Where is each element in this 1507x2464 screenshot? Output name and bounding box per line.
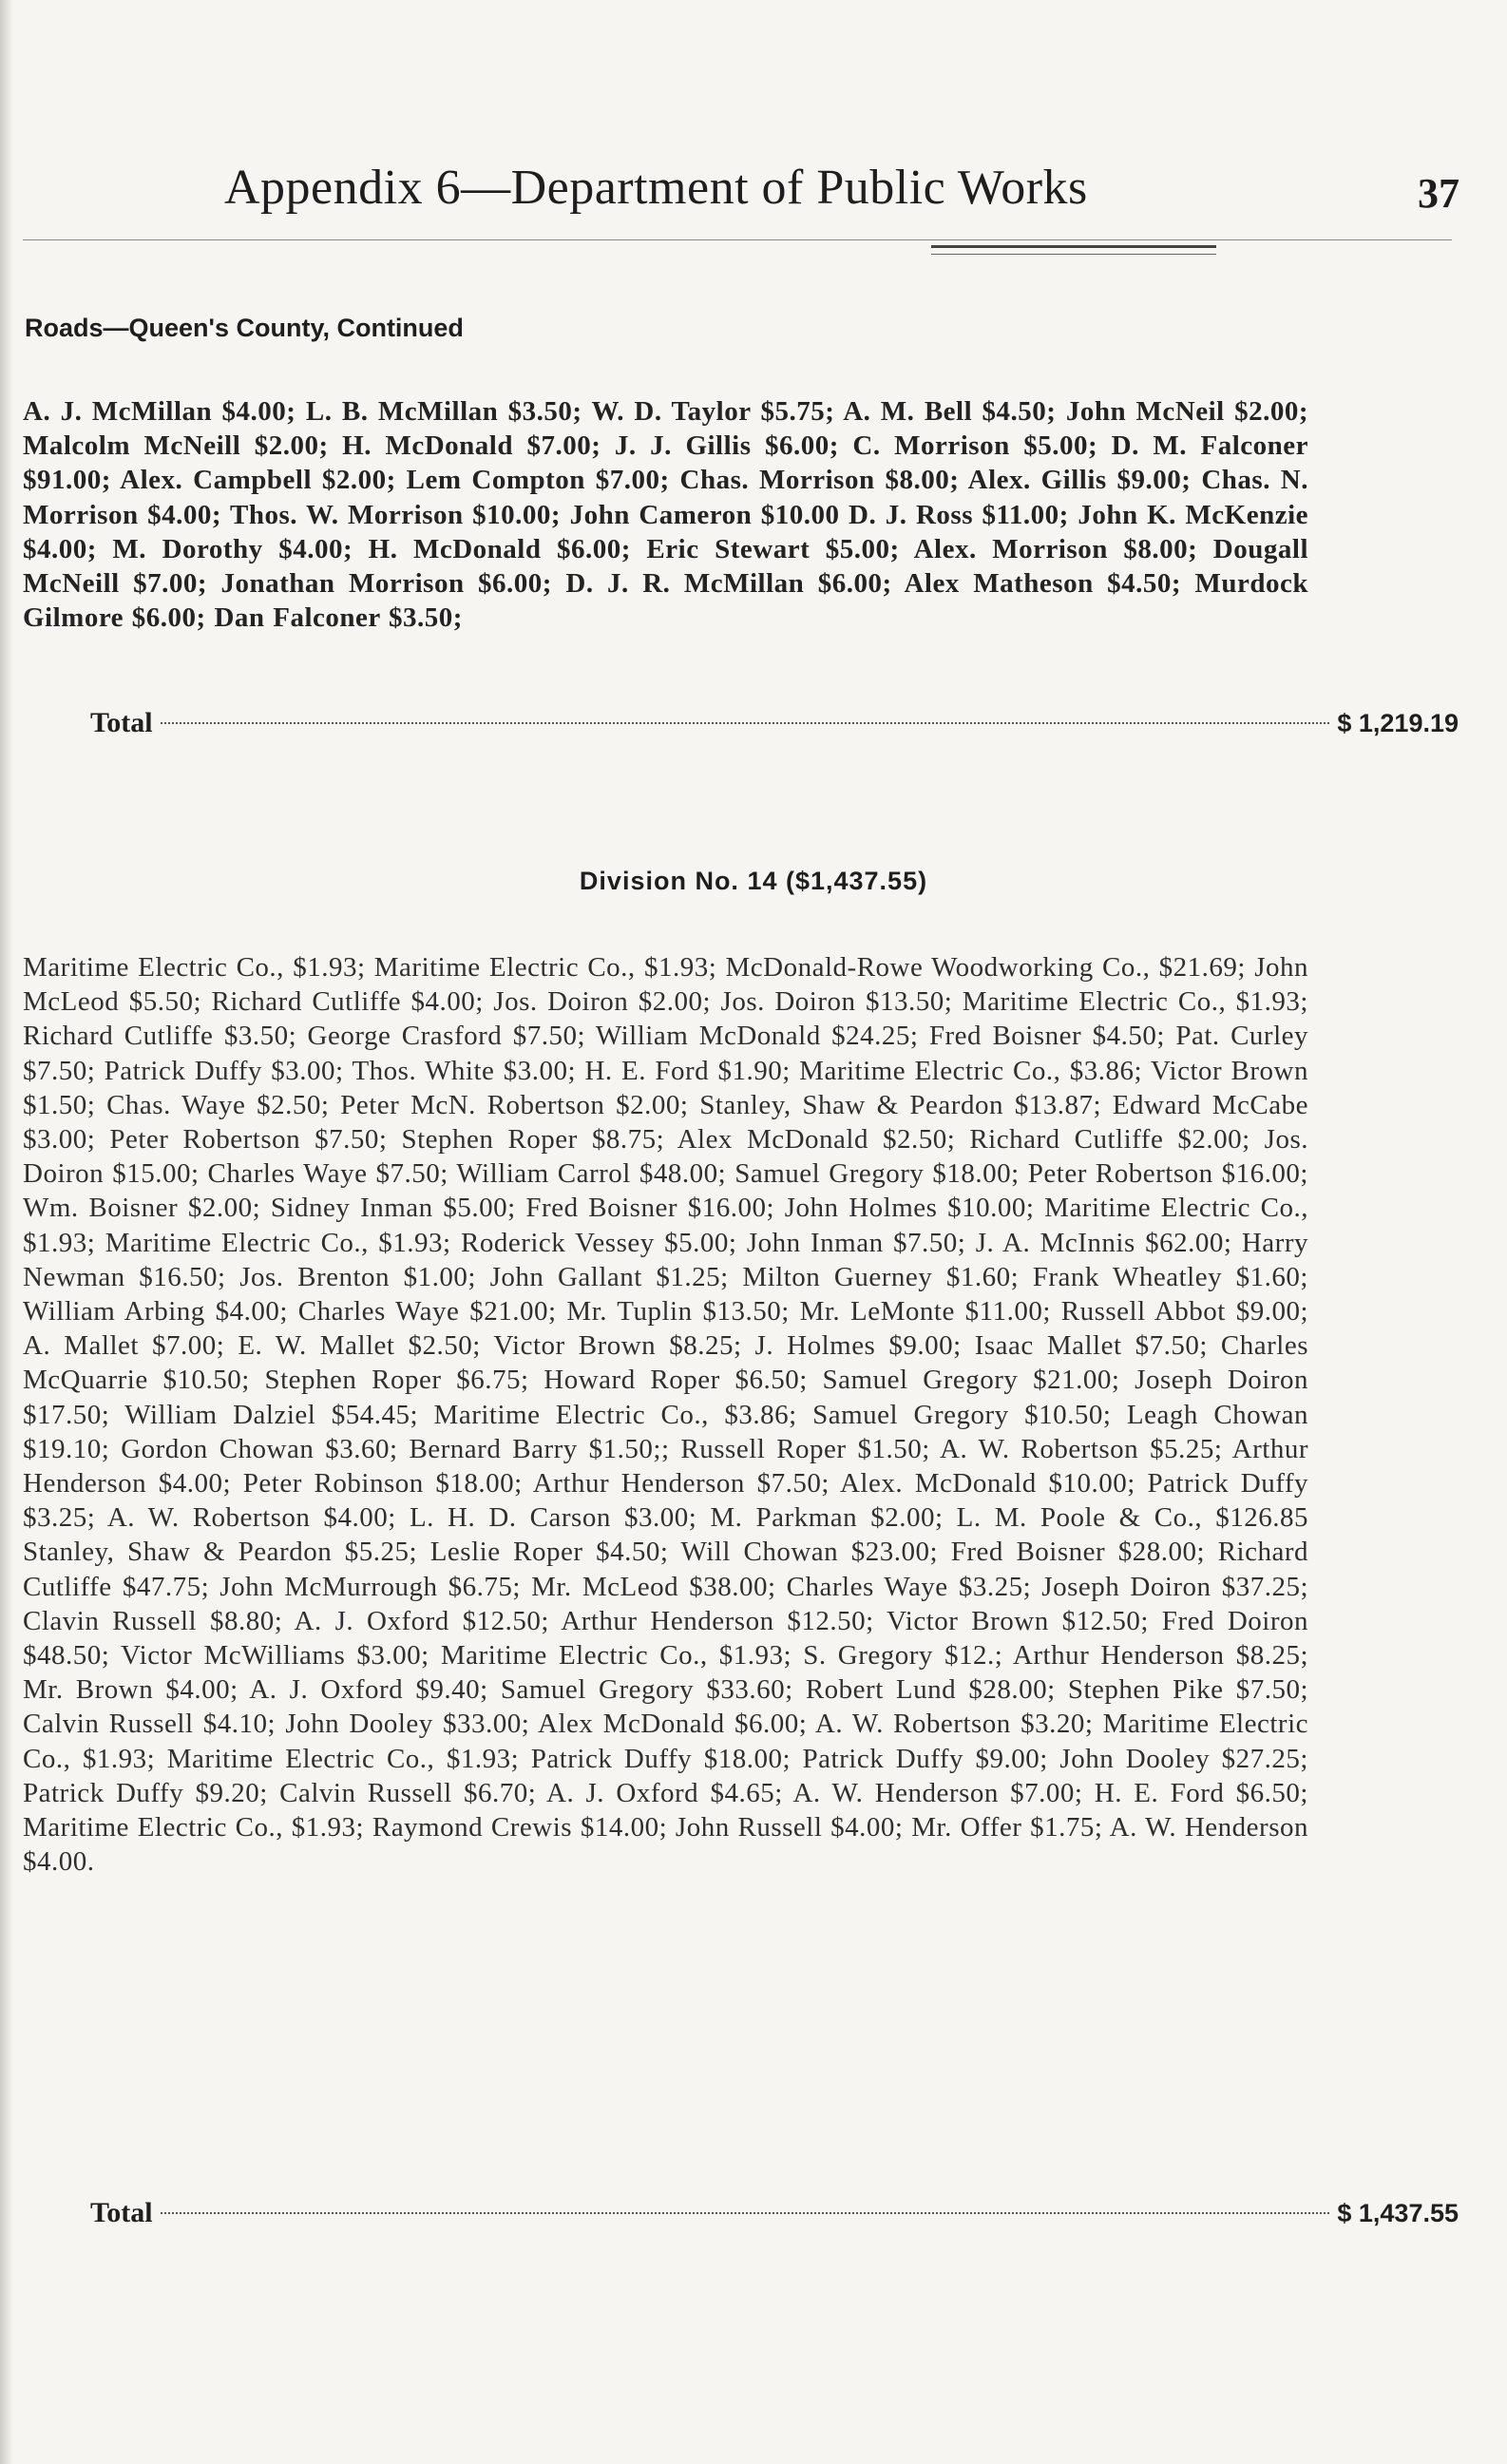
dot-leader [161, 722, 1330, 724]
section-total-row [90, 707, 1459, 745]
running-title: Appendix 6—Department of Public Works [224, 161, 1088, 215]
section-heading: Roads—Queen's County, Continued [25, 314, 464, 342]
division-total-amount: $ 1,437.55 [1337, 2199, 1459, 2227]
header-rule [23, 239, 1452, 240]
division-heading: Division No. 14 ($1,437.55) [579, 867, 928, 895]
section-entries-paragraph: A. J. McMillan $4.00; L. B. McMillan $3.50; W. D. Taylor $5.75; A. M. Bell $4.50; John McNeil $2.00; Malcolm McNeill $2.00; H. McDonald $7.00; J. J. Gillis $6.00; C. Morrison $5.00; D. M. Falconer $91.00; Alex. Campbell $2.00; Lem Compton $7.00; Chas. Morrison $8.00; Alex. Gillis $9.00; Chas. N. Morrison $4.00; Thos. W. Morrison $10.00; John Cameron $10.00 D. J. Ross $11.00; John K. McKenzie $4.00; M. Dorothy $4.00; H. McDonald $6.00; Eric Stewart $5.00; Alex. Morrison $8.00; Dougall McNeill $7.00; Jonathan Morrison $6.00; D. J. R. McMillan $6.00; Alex Matheson $4.50; Murdock Gilmore $6.00; Dan Falconer $3.50; [23, 396, 1308, 634]
section-total-amount: $ 1,219.19 [1337, 709, 1459, 737]
division-total-row [90, 2197, 1459, 2235]
division-total-label: Total [90, 2197, 153, 2228]
page-number: 37 [1418, 170, 1459, 217]
running-header [224, 160, 1459, 226]
page-edge-shadow [0, 0, 13, 2464]
section-total-label: Total [90, 707, 153, 738]
division-entries-paragraph: Maritime Electric Co., $1.93; Maritime Electric Co., $1.93; McDonald-Rowe Woodworking Co., $21.69; John McLeod $5.50; Richard Cutliffe $4.00; Jos. Doiron $2.00; Jos. Doiron $13.50; Maritime Electric Co., $1.93; Richard Cutliffe $3.50; George Crasford $7.50; William McDonald $24.25; Fred Boisner $4.50; Pat. Curley $7.50; Patrick Duffy $3.00; Thos. White $3.00; H. E. Ford $1.90; Maritime Electric Co., $3.86; Victor Brown $1.50; Chas. Waye $2.50; Peter McN. Robertson $2.00; Stanley, Shaw & Peardon $13.87; Edward McCabe $3.00; Peter Robertson $7.50; Stephen Roper $8.75; Alex McDonald $2.50; Richard Cutliffe $2.00; Jos. Doiron $15.00; Charles Waye $7.50; William Carrol $48.00; Samuel Gregory $18.00; Peter Robertson $16.00; Wm. Boisner $2.00; Sidney Inman $5.00; Fred Boisner $16.00; John Holmes $10.00; Maritime Electric Co., $1.93; Maritime Electric Co., $1.93; Roderick Vessey $5.00; John Inman $7.50; J. A. McInnis $62.00; Harry Newman $16.50; Jos. Brenton $1.00; John Gallant $1.25; Milton Guerney $1.60; Frank Wheatley $1.60; William Arbing $4.00; Charles Waye $21.00; Mr. Tuplin $13.50; Mr. LeMonte $11.00; Russell Abbot $9.00; A. Mallet $7.00; E. W. Mallet $2.50; Victor Brown $8.25; J. Holmes $9.00; Isaac Mallet $7.50; Charles McQuarrie $10.50; Stephen Roper $6.75; Howard Roper $6.50; Samuel Gregory $21.00; Joseph Doiron $17.50; William Dalziel $54.45; Maritime Electric Co., $3.86; Samuel Gregory $10.50; Leagh Chowan $19.10; Gordon Chowan $3.60; Bernard Barry $1.50;; Russell Roper $1.50; A. W. Robertson $5.25; Arthur Henderson $4.00; Peter Robinson $18.00; Arthur Henderson $7.50; Alex. McDonald $10.00; Patrick Duffy $3.25; A. W. Robertson $4.00; L. H. D. Carson $3.00; M. Parkman $2.00; L. M. Poole & Co., $126.85 Stanley, Shaw & Peardon $5.25; Leslie Roper $4.50; Will Chowan $23.00; Fred Boisner $28.00; Richard Cutliffe $47.75; John McMurrough $6.75; Mr. McLeod $38.00; Charles Waye $3.25; Joseph Doiron $37.25; Clavin Russell $8.80; A. J. Oxford $12.50; Arthur Henderson $12.50; Victor Brown $12.50; Fred Doiron $48.50; Victor McWilliams $3.00; Maritime Electric Co., $1.93; S. Gregory $12.; Arthur Henderson $8.25; Mr. Brown $4.00; A. J. Oxford $9.40; Samuel Gregory $33.60; Robert Lund $28.00; Stephen Pike $7.50; Calvin Russell $4.10; John Dooley $33.00; Alex McDonald $6.00; A. W. Robertson $3.20; Maritime Electric Co., $1.93; Maritime Electric Co., $1.93; Patrick Duffy $18.00; Patrick Duffy $9.00; John Dooley $27.25; Patrick Duffy $9.20; Calvin Russell $6.70; A. J. Oxford $4.65; A. W. Henderson $7.00; H. E. Ford $6.50; Maritime Electric Co., $1.93; Raymond Crewis $14.00; John Russell $4.00; Mr. Offer $1.75; A. W. Henderson $4.00. [23, 952, 1308, 1878]
dot-leader [161, 2212, 1330, 2214]
header-double-rule [931, 245, 1216, 255]
